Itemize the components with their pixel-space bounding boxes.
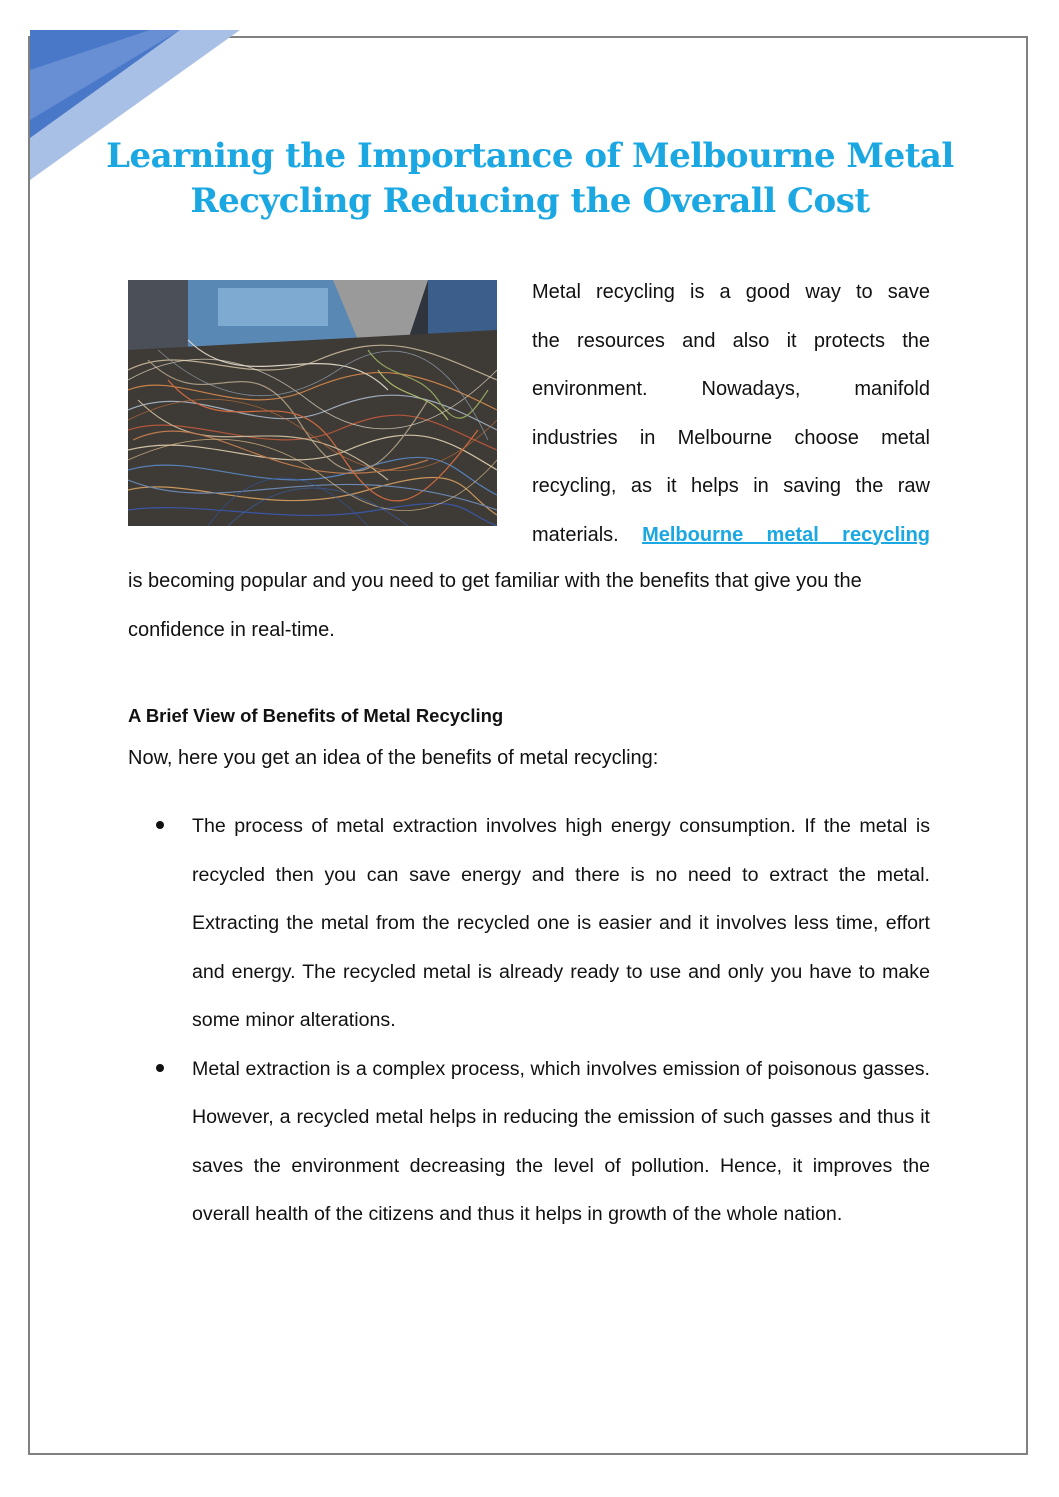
bullet-text: The process of metal extraction involves high energy consumption. If the metal is recycled then you can save energy and there is no need to extract the metal. Extracting the metal from the recycled one is easier and it involves less time, effort and energy. The recycled metal is already ready to use and only you have to make some minor alterations. (192, 815, 930, 1031)
intro-line: environment. Nowadays, manifold (532, 378, 930, 400)
list-item (128, 802, 930, 1045)
intro-line: the resources and also it protects the (532, 329, 930, 352)
intro-line: industries in Melbourne choose metal (532, 426, 930, 449)
benefits-list (128, 802, 930, 1239)
intro-continuation: is becoming popular and you need to get familiar with the benefits that give you the confidence in real-time. (128, 570, 862, 641)
melbourne-metal-recycling-link[interactable]: Melbourne metal recycling (642, 523, 930, 546)
intro-line: Metal recycling is a good way to save (532, 281, 930, 303)
intro-line-last (532, 511, 930, 560)
scrap-wire-photo (128, 280, 497, 526)
bullet-text: Metal extraction is a complex process, which involves emission of poisonous gasses. However, a recycled metal helps in reducing the emission of such gasses and thus it saves the environment decreasing the level of pollution. Hence, it improves the overall health of the citizens and thus it helps in growth of the whole nation. (192, 1057, 930, 1225)
bullet-icon (156, 1064, 164, 1072)
list-item (128, 1045, 930, 1239)
intro-line: recycling, as it helps in saving the raw (532, 475, 930, 497)
section-lead: Now, here you get an idea of the benefits of metal recycling: (128, 747, 659, 769)
document-title: Learning the Importance of Melbourne Metal Recycling Reducing the Overall Cost (106, 136, 954, 221)
bullet-icon (156, 821, 164, 829)
section-heading: A Brief View of Benefits of Metal Recycling (128, 705, 504, 726)
intro-last-prefix: materials. (532, 523, 619, 546)
intro-paragraph-right (532, 268, 930, 559)
